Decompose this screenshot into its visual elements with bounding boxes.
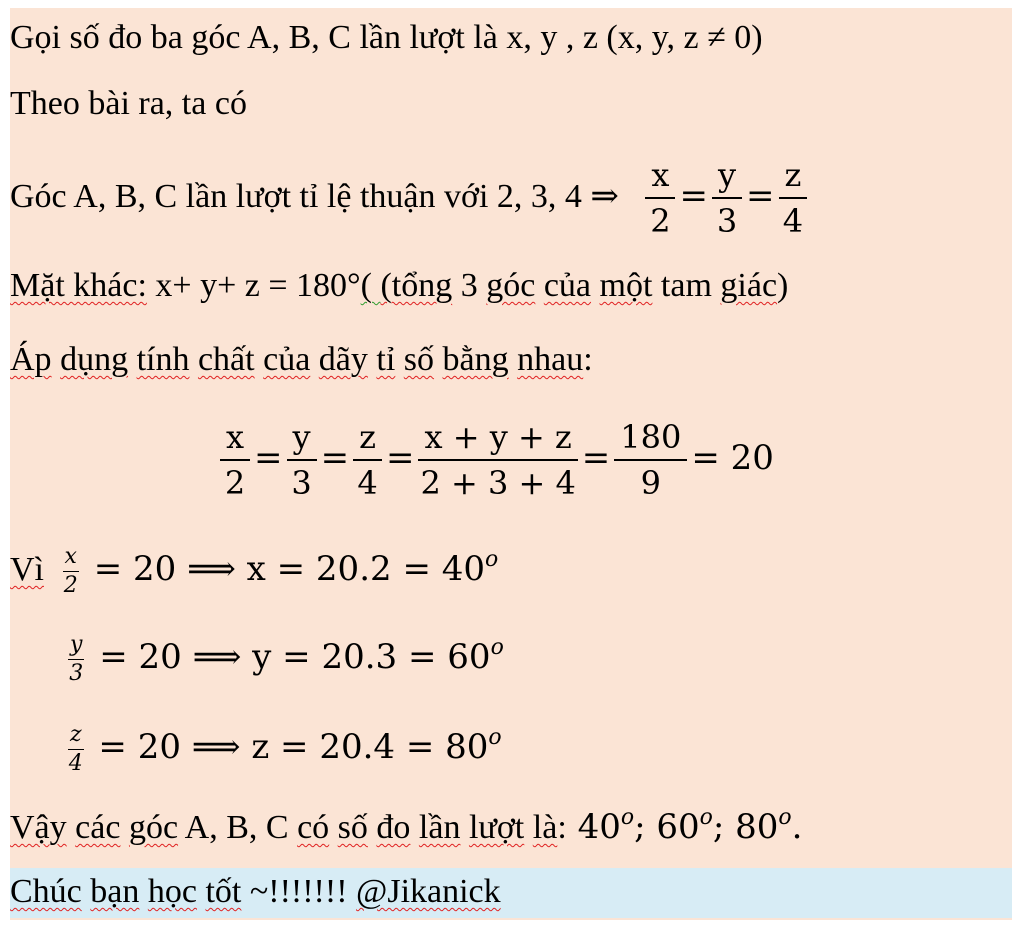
fraction-z-over-4: $\frac{z}{4}$ [779, 153, 808, 243]
solve-y-line: $\frac{y}{3}$ = 20 ⟹ $y = 20.3 = 60^o$ [69, 631, 504, 686]
fraction-y-over-3: $\frac{y}{3}$ [712, 153, 742, 243]
ratio-fractions [641, 156, 811, 240]
intro-text-1: Gọi số đo ba góc A, B, C lần lượt là x, y , z (x, y, z ≠ 0) [10, 19, 763, 56]
property-line: Áp dụng tính chất của dãy tỉ số bằng nhau: [10, 341, 593, 378]
sum-equation: x+ y+ z = 180° [146, 267, 361, 304]
solve-vi: Vì [10, 551, 44, 588]
fraction-x-over-2: $\frac{x}{2}$ [645, 153, 675, 243]
author-handle: @Jikanick [356, 873, 501, 910]
solve-z-equation: = 20 ⟹ z = 20.4 = 80 [98, 727, 489, 767]
fraction-y-over-3-small: $\frac{y}{3}$ [69, 631, 84, 686]
intro-text-2: Theo bài ra, ta có [10, 85, 247, 122]
chain-fraction-x-over-2: $\frac{x}{2}$ [220, 415, 250, 505]
equals-sign: = [746, 176, 775, 216]
intro-line-2 [10, 84, 247, 124]
sum-lead: Mặt khác: [10, 267, 147, 304]
fraction-z-over-4-small: $\frac{z}{4}$ [68, 721, 83, 776]
solve-z-line: $\frac{z}{4}$ = 20 ⟹ $z = 20.4 = 80^o$ [68, 721, 502, 776]
chain-fraction-y-over-3: $\frac{y}{3}$ [287, 415, 317, 505]
conclusion-line: Vậy các góc A, B, C có số đo lần lượt là: 40$^o$; 60$^o$; 80$^o$. [10, 805, 803, 847]
solve-x-equation: = 20 ⟹ x = 20.2 = 40 [93, 549, 485, 589]
ratio-line [10, 146, 811, 246]
chain-fraction-180-over-9: $\frac{180}{9}$ [614, 415, 687, 505]
document-page [10, 8, 1012, 920]
intro-line-1 [10, 18, 763, 58]
closing-banner [10, 868, 1012, 918]
ratio-text: Góc A, B, C lần lượt tỉ lệ thuận với 2, 3, 4 ⇒ [10, 178, 619, 215]
chain-fraction-z-over-4: $\frac{z}{4}$ [353, 415, 382, 505]
solve-y-equation: = 20 ⟹ y = 20.3 = 60 [99, 637, 491, 677]
sum-open-paren: ( [360, 267, 381, 304]
ratio-chain-equation: $\frac{x}{2}$ = $\frac{y}{3}$ = $\frac{z}{4}$ = $\frac{x + y + z}{2 + 3 + 4}$ = $\frac{180}{9}$ = 20 [216, 410, 774, 506]
equals-sign: = [679, 176, 708, 216]
fraction-x-over-2-small: $\frac{x}{2}$ [63, 543, 78, 598]
sum-line: Mặt khác: x+ y+ z = 180°( (tổng 3 góc của một tam giác) [10, 267, 789, 304]
solve-x-line: Vì $\frac{x}{2}$ = 20 ⟹ $x = 20.2 = 40^o$ [10, 543, 499, 598]
closing-line: Chúc bạn học tốt ~!!!!!!! @Jikanick [10, 873, 501, 910]
chain-result: = 20 [691, 438, 774, 478]
chain-fraction-sum: $\frac{x + y + z}{2 + 3 + 4}$ [418, 415, 577, 505]
